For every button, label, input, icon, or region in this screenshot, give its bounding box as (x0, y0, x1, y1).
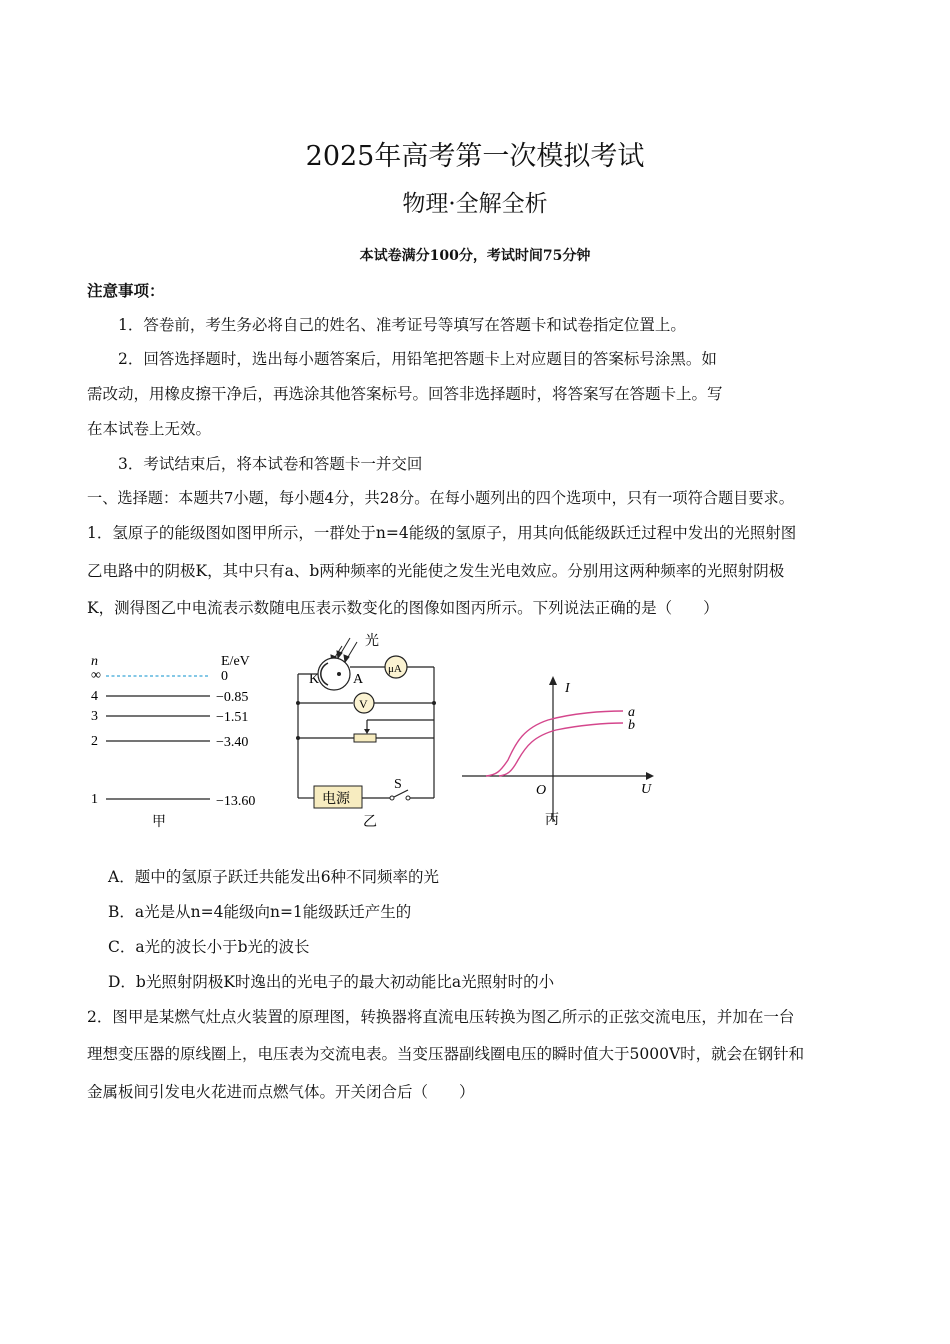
level-4-n: 4 (91, 689, 98, 704)
curve-b-label: b (628, 718, 635, 733)
rheostat-icon (354, 734, 376, 742)
ammeter-label: μA (388, 663, 402, 675)
notice-item-2-line-2: 需改动，用橡皮擦干净后，再选涂其他答案标号。回答非选择题时，将答案写在答题卡上。写 (87, 385, 723, 403)
curve-a-label: a (628, 705, 635, 720)
level-1-n: 1 (91, 792, 98, 807)
switch-label: S (394, 777, 402, 792)
q1-option-d: D．b光照射阴极K时逸出的光电子的最大初动能比a光照射时的小 (108, 973, 555, 991)
level-3-n: 3 (91, 709, 98, 724)
light-label: 光 (365, 634, 379, 649)
figure-jia-energy-levels (82, 648, 272, 830)
level-2-n: 2 (91, 734, 98, 749)
exam-title: 2025年高考第一次模拟考试 (305, 141, 645, 172)
q1-option-c: C．a光的波长小于b光的波长 (108, 938, 310, 956)
figure-bing-caption: 丙 (545, 813, 559, 828)
figure-yi-circuit (290, 630, 450, 832)
q1-line-3: K，测得图乙中电流表示数随电压表示数变化的图像如图丙所示。下列说法正确的是（ ） (87, 599, 719, 617)
q2-line-2: 理想变压器的原线圈上，电压表为交流电表。当变压器副线圈电压的瞬时值大于5000V时，就会在钢针和 (87, 1045, 805, 1063)
curve-a (486, 711, 623, 776)
notice-item-2-line-3: 在本试卷上无效。 (87, 420, 212, 438)
i-axis-label: I (565, 681, 570, 696)
q1-option-b: B．a光是从n=4能级向n=1能级跃迁产生的 (108, 903, 412, 921)
level-3-e: −1.51 (216, 710, 249, 725)
voltmeter-label: V (359, 697, 368, 711)
u-axis-label: U (641, 782, 652, 797)
cathode-label: K (309, 672, 320, 687)
notice-item-2-line-1: 2．回答选择题时，选出每小题答案后，用铅笔把答题卡上对应题目的答案标号涂黑。如 (118, 350, 717, 368)
level-4-e: −0.85 (216, 690, 249, 705)
power-source-label: 电源 (322, 792, 350, 807)
notice-item-3: 3．考试结束后，将本试卷和答题卡一并交回 (118, 455, 423, 473)
notice-heading: 注意事项： (87, 281, 165, 300)
exam-info: 本试卷满分100分，考试时间75分钟 (359, 248, 591, 264)
figure-yi-caption: 乙 (363, 815, 377, 830)
exam-subtitle: 物理·全解全析 (402, 191, 548, 217)
notice-item-1: 1．答卷前，考生务必将自己的姓名、准考证号等填写在答题卡和试卷指定位置上。 (118, 316, 686, 334)
e-header: E/eV (221, 654, 250, 669)
q2-line-3: 金属板间引发电火花进而点燃气体。开关闭合后（ ） (87, 1083, 475, 1101)
q1-line-1: 1．氢原子的能级图如图甲所示，一群处于n=4能级的氢原子，用其向低能级跃迁过程中发出的光照射图 (87, 524, 797, 542)
curve-b (499, 723, 623, 776)
q1-option-a: A．题中的氢原子跃迁共能发出6种不同频率的光 (108, 868, 440, 886)
level-inf-e: 0 (221, 669, 228, 684)
origin-label: O (536, 783, 547, 798)
q1-line-2: 乙电路中的阴极K，其中只有a、b两种频率的光能使之发生光电效应。分别用这两种频率的光照射阴极 (87, 562, 785, 580)
phototube-icon (318, 658, 350, 690)
anode-label: A (353, 672, 364, 687)
figure-bing-iu-graph (458, 672, 663, 832)
q2-line-1: 2．图甲是某燃气灶点火装置的原理图，转换器将直流电压转换为图乙所示的正弦交流电压，并加在一台 (87, 1008, 795, 1026)
level-inf-n: ∞ (91, 668, 101, 683)
figure-jia-caption: 甲 (152, 815, 166, 830)
section-1-heading: 一、选择题：本题共7小题，每小题4分，共28分。在每小题列出的四个选项中，只有一项符合题目要求。 (87, 489, 794, 507)
level-2-e: −3.40 (216, 735, 249, 750)
n-header: n (91, 654, 98, 669)
level-1-e: −13.60 (216, 794, 256, 809)
